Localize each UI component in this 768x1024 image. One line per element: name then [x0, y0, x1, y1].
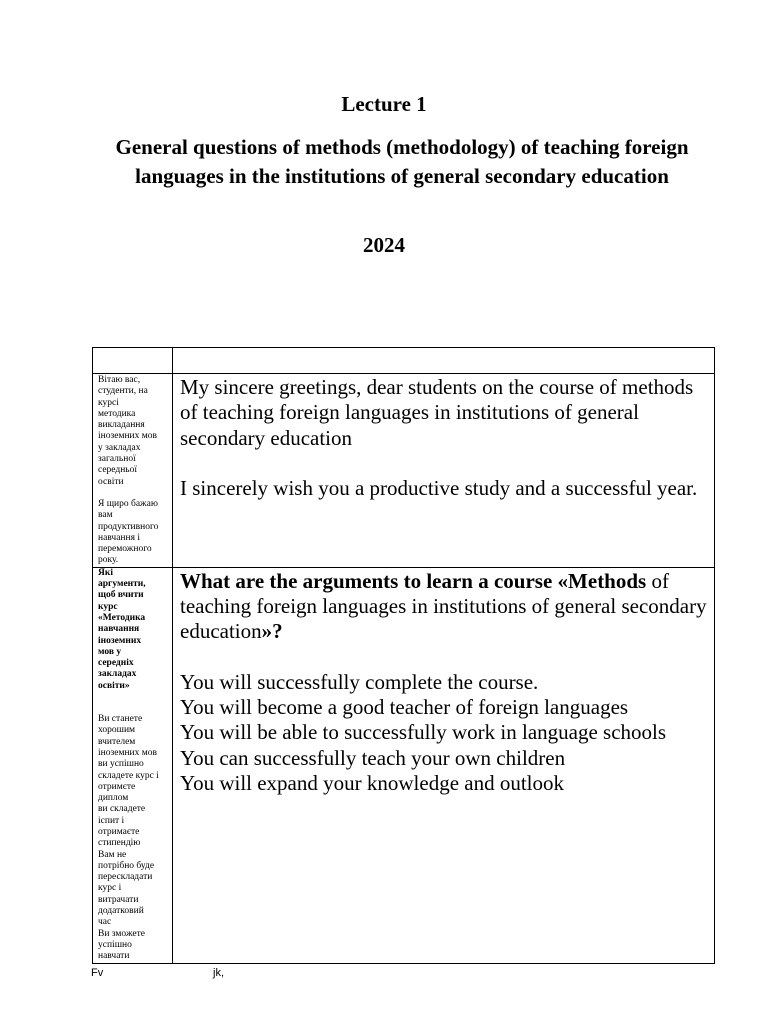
content-table: [92, 347, 715, 964]
en-wish: I sincerely wish you a productive study and a successful year.: [180, 475, 698, 500]
empty-cell: [93, 348, 173, 374]
lecture-year: 2024: [363, 233, 405, 257]
list-item: You will successfully complete the course.: [180, 669, 539, 694]
footer-right-text: jk,: [213, 967, 224, 979]
list-item: You can successfully teach your own children: [180, 745, 566, 770]
ua-question: Які аргументи, щоб вчити курс «Методика навчання іноземних мов у середніх закладах освіти»: [98, 567, 146, 691]
list-item: You will be able to successfully work in language schools: [180, 720, 667, 745]
en-answers: [180, 670, 708, 796]
empty-cell: [173, 348, 715, 374]
table-row: [93, 374, 715, 568]
lecture-title: General questions of methods (methodology) of teaching foreign languages in the institutions of general secondary education: [115, 135, 689, 188]
english-greeting-cell: [173, 374, 715, 568]
list-item: You will expand your knowledge and outlook: [180, 770, 564, 795]
lecture-number: Lecture 1: [341, 92, 427, 116]
ua-wish: Я щиро бажаю вам продуктивного навчання і переможного року.: [98, 498, 159, 566]
table-row: [93, 567, 715, 963]
ua-greeting: Вітаю вас, студенти, на курсі методика викладання іноземних мов у закладах загальної середньої освіти: [98, 375, 157, 487]
english-arguments-cell: [173, 567, 715, 963]
ukrainian-greeting-cell: [93, 374, 173, 568]
footer-left-text: Fv: [91, 967, 104, 979]
en-greeting: My sincere greetings, dear students on the course of methods of teaching foreign languages in institutions of general secondary education: [180, 375, 694, 450]
table-header-row: [93, 348, 715, 374]
list-item: You will become a good teacher of foreign languages: [180, 694, 629, 719]
ua-answers: Ви станете хорошим вчителем іноземних мов ви успішно складете курс і отримєте диплом ви складете іспит і отримаєте стипендію Вам не потрібно буде перескладати курс і витрачати додатковий час Ви зможете успішно навчати: [98, 714, 159, 962]
en-question: What are the arguments to learn a course «Methods of teaching foreign languages in institutions of general secondary education»?: [180, 568, 707, 644]
ukrainian-arguments-cell: [93, 567, 173, 963]
